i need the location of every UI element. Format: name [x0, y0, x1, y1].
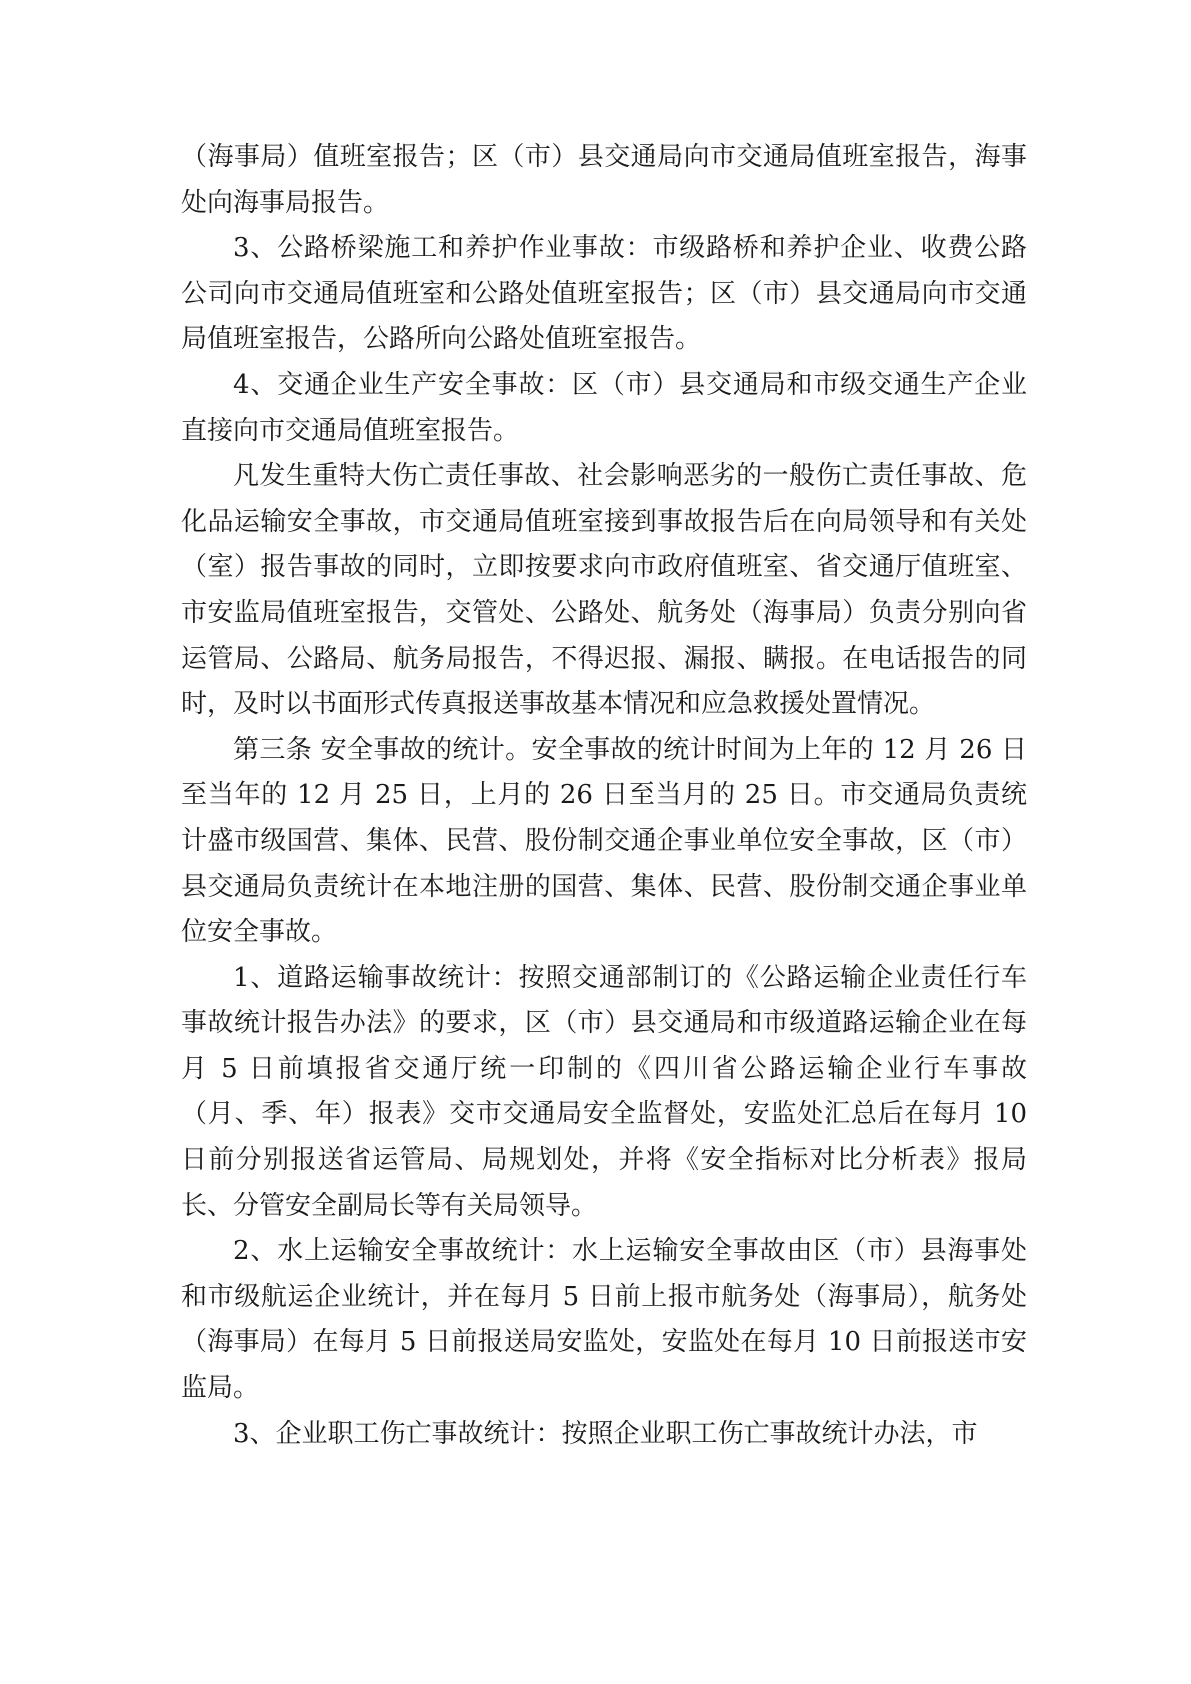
paragraph-3: 4、交通企业生产安全事故：区（市）县交通局和市级交通生产企业直接向市交通局值班室报告。: [181, 369, 1027, 446]
paragraph-6: 1、道路运输事故统计：按照交通部制订的《公路运输企业责任行车事故统计报告办法》的要求，区（市）县交通局和市级道路运输企业在每月 5 日前填报省交通厅统一印制的《四川省公路运输企业行车事故 （月、季、年）报表》交市交通局安全监督处，安监处汇总后在每月 10 日前分别报送省运管局、局规划处，并将《安全指标对比分析表》报局长、分管安全副局长等有关局领导。: [181, 962, 1027, 1221]
paragraph-7: 2、水上运输安全事故统计：水上运输安全事故由区（市）县海事处和市级航运企业统计，并在每月 5 日前上报市航务处（海事局），航务处（海事局）在每月 5 日前报送局安监处，安监处在每月 10 日前报送市安监局。: [181, 1236, 1027, 1404]
document-body: [181, 135, 1027, 1457]
paragraph-8: 3、企业职工伤亡事故统计：按照企业职工伤亡事故统计办法，市: [233, 1418, 978, 1449]
paragraph-2: 3、公路桥梁施工和养护作业事故：市级路桥和养护企业、收费公路公司向市交通局值班室和公路处值班室报告；区（市）县交通局向市交通局值班室报告，公路所向公路处值班室报告。: [181, 233, 1027, 355]
paragraph-4: 凡发生重特大伤亡责任事故、社会影响恶劣的一般伤亡责任事故、危化品运输安全事故，市交通局值班室接到事故报告后在向局领导和有关处（室）报告事故的同时，立即按要求向市政府值班室、省交通厅值班室、市安监局值班室报告，交管处、公路处、航务处（海事局）负责分别向省运管局、公路局、航务局报告，不得迟报、漏报、瞒报。在电话报告的同时，及时以书面形式传真报送事故基本情况和应急救援处置情况。: [181, 461, 1027, 720]
paragraph-5: 第三条 安全事故的统计。安全事故的统计时间为上年的 12 月 26 日至当年的 12 月 25 日，上月的 26 日至当月的 25 日。市交通局负责统计盛市级国营、集体、民营、股份制交通企事业单位安全事故，区（市）县交通局负责统计在本地注册的国营、集体、民营、股份制交通企事业单位安全事故。: [181, 734, 1027, 948]
paragraph-1: （海事局）值班室报告；区（市）县交通局向市交通局值班室报告，海事处向海事局报告。: [181, 142, 1027, 218]
